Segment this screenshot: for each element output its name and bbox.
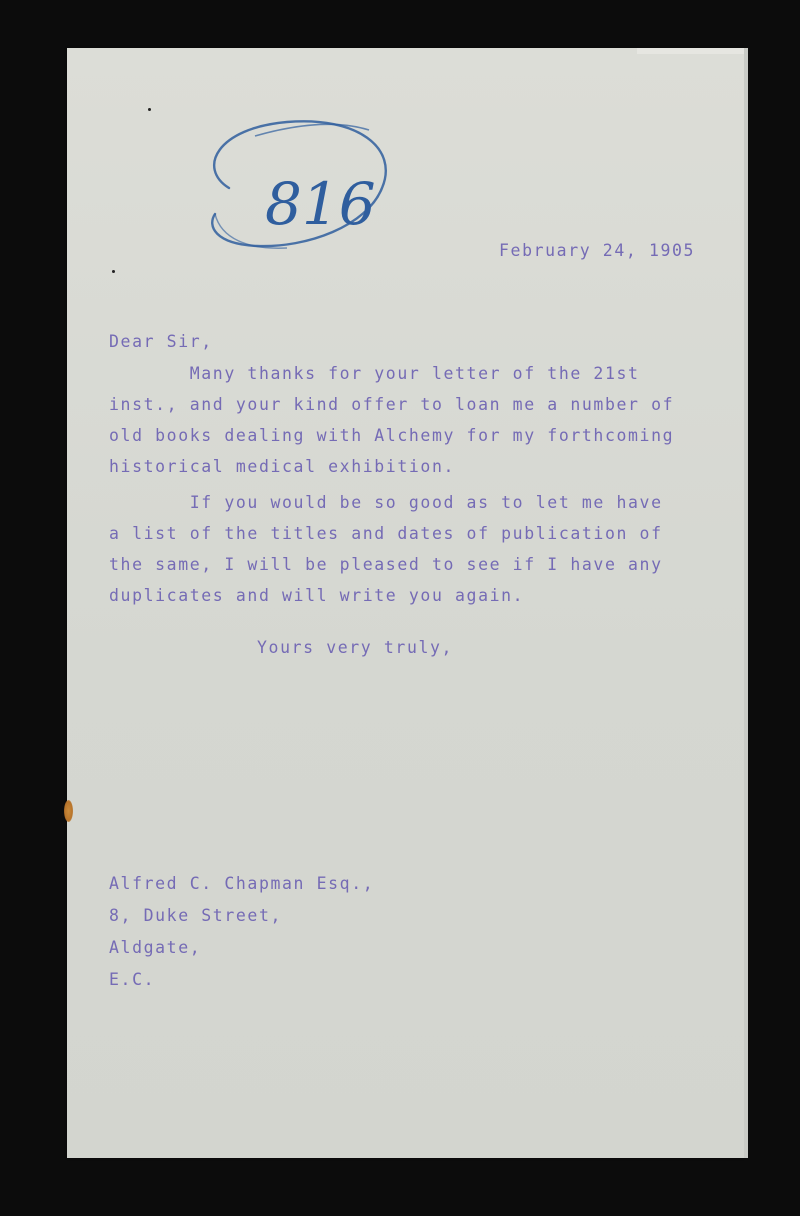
body-line: Many thanks for your letter of the 21st [109, 364, 640, 383]
closing: Yours very truly, [257, 638, 454, 657]
body-line: old books dealing with Alchemy for my forthcoming [109, 426, 675, 445]
body-line: duplicates and will write you again. [109, 586, 525, 605]
body-line: inst., and your kind offer to loan me a number of [109, 395, 675, 414]
salutation: Dear Sir, [109, 332, 213, 351]
address-line: Alfred C. Chapman Esq., [109, 874, 375, 893]
body-line: a list of the titles and dates of publication of [109, 524, 663, 543]
ink-speck [112, 270, 115, 273]
folio-number: 816 [265, 170, 376, 238]
torn-corner [637, 48, 744, 54]
body-line: If you would be so good as to let me have [109, 493, 663, 512]
folio-number-circle [137, 108, 417, 268]
ink-speck [148, 108, 151, 111]
address-line: 8, Duke Street, [109, 906, 283, 925]
letter-page [67, 48, 744, 1158]
address-line: E.C. [109, 970, 156, 989]
letter-date: February 24, 1905 [499, 241, 696, 260]
body-line: historical medical exhibition. [109, 457, 456, 476]
rust-stain [64, 800, 73, 822]
page-edge [744, 48, 748, 1158]
address-line: Aldgate, [109, 938, 202, 957]
body-line: the same, I will be pleased to see if I have any [109, 555, 663, 574]
